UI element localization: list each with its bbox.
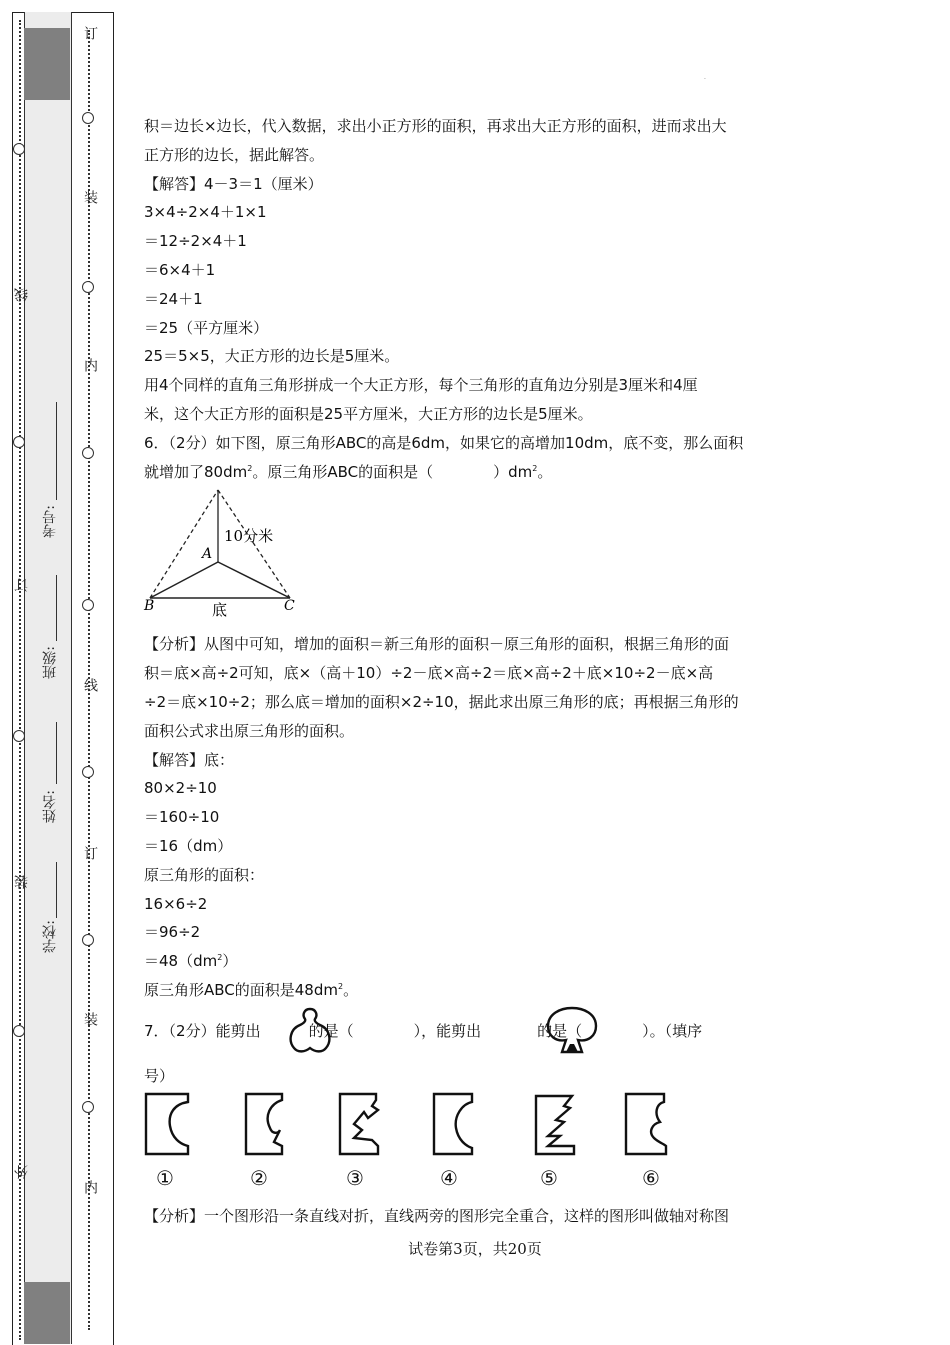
name-field-label: 姓名:	[42, 790, 58, 823]
binding-dark-block-bottom	[24, 1282, 70, 1344]
solution-text: 原三角形ABC的面积是48dm	[144, 980, 338, 999]
superscript: 2	[247, 463, 253, 473]
shape-number: ③	[346, 1166, 364, 1190]
superscript: 2	[217, 953, 223, 963]
class-field-label: 班级:	[42, 646, 58, 679]
text-line: ＝25（平方厘米）	[144, 318, 269, 337]
binding-label-inner: 装	[82, 1012, 98, 1026]
q7-text: 7．（2分）能剪出	[144, 1022, 261, 1040]
shape-number: ④	[440, 1166, 458, 1190]
solution-text: ＝48（dm	[144, 952, 218, 971]
cutout-shape-1	[144, 1092, 190, 1156]
analysis-line: 【分析】从图中可知，增加的面积＝新三角形的面积－原三角形的面积，根据三角形的面	[144, 635, 730, 654]
speck-mark: ·	[704, 76, 706, 83]
label-base: 底	[212, 601, 228, 619]
label-b: B	[144, 598, 155, 614]
exam-number-field-line[interactable]	[56, 402, 57, 500]
solution-line: 80×2÷10	[144, 779, 217, 798]
analysis-line: 积＝底×高÷2可知，底×（高＋10）÷2－底×高÷2＝底×高÷2＋底×10÷2－底×高	[144, 664, 714, 683]
spade-shape-icon	[544, 1004, 600, 1056]
q7-text: 的是（ ）。（填序	[537, 1022, 703, 1040]
analysis-7-line: 【分析】一个图形沿一条直线对折，直线两旁的图形完全重合，这样的图形叫做轴对称图	[144, 1207, 730, 1225]
cutout-shape-6	[624, 1092, 670, 1156]
binding-circle	[82, 599, 94, 611]
exam-number-field-label: 考号:	[42, 505, 58, 538]
school-field-line[interactable]	[56, 862, 57, 918]
label-c: C	[284, 598, 295, 614]
solution-line: 16×6÷2	[144, 894, 208, 913]
shape-number: ⑥	[642, 1166, 660, 1190]
page-footer: 试卷第3页，共20页	[408, 1240, 542, 1258]
binding-circle	[13, 730, 25, 742]
superscript: 2	[337, 981, 344, 991]
binding-dotted-line-outer	[19, 20, 21, 1340]
binding-label-inner: 订	[82, 26, 98, 40]
label-height: 10分米	[224, 527, 274, 545]
text-line: 25＝5×5，大正方形的边长是5厘米。	[144, 347, 400, 366]
binding-label-inner: 装	[82, 190, 98, 204]
text-line: ＝6×4＋1	[144, 260, 216, 279]
text-line: 正方形的边长，据此解答。	[144, 145, 325, 164]
binding-circle	[82, 934, 94, 946]
text-line: 用4个同样的直角三角形拼成一个大正方形，每个三角形的直角边分别是3厘米和4厘	[144, 376, 698, 395]
text-line: 米，这个大正方形的面积是25平方厘米，大正方形的边长是5厘米。	[144, 404, 593, 423]
solution-line: ＝96÷2	[144, 923, 201, 942]
text-line: 积＝边长×边长，代入数据，求出小正方形的面积，再求出大正方形的面积，进而求出大	[144, 117, 727, 135]
analysis-line: ÷2＝底×10÷2；那么底＝增加的面积×2÷10，据此求出原三角形的底；再根据三角形的	[144, 692, 739, 711]
analysis-line: 面积公式求出原三角形的面积。	[144, 721, 355, 740]
shape-number: ①	[156, 1166, 174, 1190]
binding-circle	[82, 112, 94, 124]
binding-label-inner: 内	[82, 1180, 98, 1194]
question-6-line	[144, 458, 814, 487]
label-a: A	[202, 546, 213, 562]
binding-margin	[0, 0, 115, 1344]
binding-label-inner: 订	[82, 846, 98, 860]
binding-label-outer: 订	[14, 578, 30, 592]
q6-text: 。原三角形ABC的面积是（ ）dm	[252, 462, 533, 481]
binding-circle	[82, 1101, 94, 1113]
q6-text: 就增加了80dm	[144, 462, 248, 481]
school-field-label: 学校:	[42, 920, 58, 953]
question-6-line: 6．（2分）如下图，原三角形ABC的高是6dm，如果它的高增加10dm，底不变，那么面积	[144, 433, 744, 452]
name-field-line[interactable]	[56, 722, 57, 784]
question-7-line	[144, 1016, 702, 1046]
solution-line: ＝16（dm）	[144, 836, 233, 855]
binding-circle	[82, 766, 94, 778]
q6-text: 。	[537, 462, 553, 481]
side-ab	[150, 562, 218, 598]
binding-label-inner: 线	[82, 678, 98, 692]
solution-text: 。	[343, 980, 359, 999]
cutout-shape-5	[534, 1092, 580, 1156]
solution-line	[144, 976, 814, 1005]
text-line: ＝24＋1	[144, 289, 203, 308]
binding-circle	[82, 281, 94, 293]
triangle-abc-figure	[138, 484, 313, 619]
text-line: 【解答】4－3＝1（厘米）	[144, 174, 323, 193]
cutout-shape-4	[432, 1092, 478, 1156]
cutout-shapes-row	[140, 1092, 700, 1202]
text-line: 3×4÷2×4＋1×1	[144, 203, 267, 222]
text-line: ＝12÷2×4＋1	[144, 232, 247, 251]
cutout-shape-3	[338, 1092, 384, 1156]
shape-number: ②	[250, 1166, 268, 1190]
binding-dark-block-top	[24, 28, 70, 100]
binding-label-outer: 外	[14, 1165, 30, 1179]
solution-line: 原三角形的面积：	[144, 865, 265, 884]
solution-line: ＝160÷10	[144, 808, 220, 827]
binding-label-outer: 线	[14, 288, 30, 302]
shape-number: ⑤	[540, 1166, 558, 1190]
binding-circle	[82, 447, 94, 459]
superscript: 2	[532, 463, 538, 473]
binding-circle	[13, 436, 25, 448]
gourd-shape-icon	[286, 1006, 334, 1056]
solution-line: 【解答】底：	[144, 750, 235, 769]
solution-line	[144, 947, 814, 976]
solution-text: ）	[222, 952, 238, 971]
binding-circle	[13, 1025, 25, 1037]
q7-text: 的是（ ），能剪出	[308, 1022, 482, 1040]
binding-circle	[13, 143, 25, 155]
dashed-side-left	[150, 490, 218, 598]
question-7-line2: 号）	[144, 1067, 175, 1085]
binding-label-outer: 装	[14, 875, 30, 889]
cutout-shape-2	[244, 1092, 290, 1156]
side-ac	[218, 562, 290, 598]
binding-label-inner: 内	[82, 358, 98, 372]
class-field-line[interactable]	[56, 575, 57, 641]
